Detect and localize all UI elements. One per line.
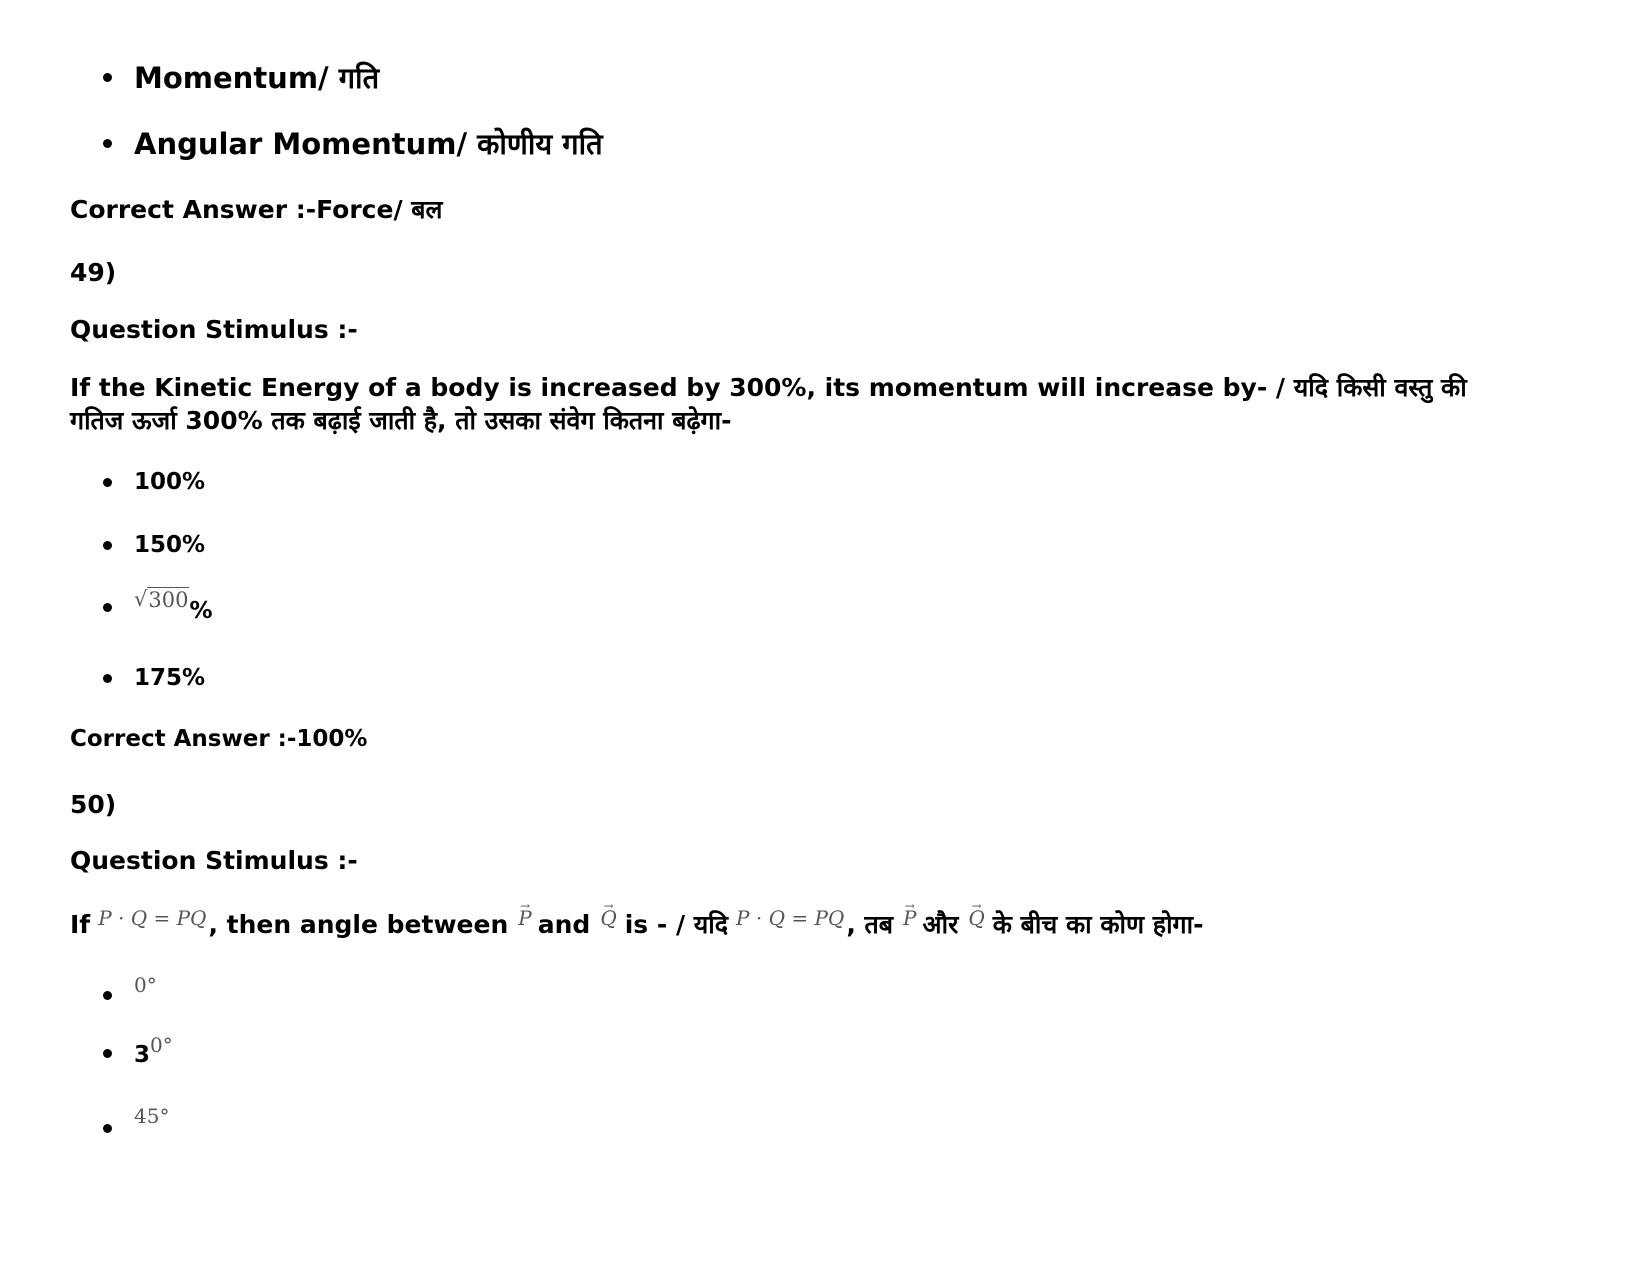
percent-sign: % bbox=[189, 598, 213, 624]
option-150 bbox=[103, 532, 205, 558]
option-100 bbox=[103, 469, 205, 495]
bullet-icon bbox=[103, 1049, 112, 1058]
correct-answer-49: Correct Answer :-100% bbox=[70, 726, 368, 752]
vector-q-hindi: → Q bbox=[968, 893, 984, 943]
question-number-50: 50) bbox=[70, 790, 117, 819]
option-text: 3 bbox=[134, 1042, 151, 1068]
text-is: is - / यदि bbox=[624, 910, 729, 939]
bullet-icon bbox=[103, 478, 112, 487]
text-aur: और bbox=[922, 910, 959, 939]
option-sqrt-300 bbox=[103, 586, 213, 624]
bullet-icon bbox=[103, 73, 112, 82]
option-45-degree bbox=[103, 1104, 169, 1128]
question-stimulus-label-49: Question Stimulus :- bbox=[70, 315, 358, 344]
question-text-50 bbox=[70, 900, 1203, 951]
question-number-49: 49) bbox=[70, 258, 117, 287]
vector-p-hindi: → P bbox=[903, 893, 916, 943]
sqrt-icon: √ bbox=[134, 586, 148, 611]
option-momentum bbox=[103, 58, 379, 97]
text-and: and bbox=[537, 910, 591, 939]
degree-superscript: 0° bbox=[150, 1033, 173, 1057]
vector-p: → P bbox=[518, 893, 531, 943]
option-text: 150% bbox=[134, 532, 206, 558]
vector-q: → Q bbox=[600, 893, 616, 943]
question-stimulus-label-50: Question Stimulus :- bbox=[70, 846, 358, 875]
option-text: Momentum/ गति bbox=[134, 61, 380, 95]
text-tab: , तब bbox=[846, 910, 894, 939]
option-text: Angular Momentum/ कोणीय गति bbox=[134, 127, 603, 161]
bullet-icon bbox=[103, 603, 112, 612]
question-text-49: If the Kinetic Energy of a body is increased by 300%, its momentum will increase by- / यदि किसी वस्तु की गतिज ऊर्जा 300% तक बढ़ाई जाती है, तो उसका संवेग कितना बढ़ेगा- bbox=[70, 373, 1467, 435]
option-175 bbox=[103, 665, 205, 691]
bullet-icon bbox=[103, 674, 112, 683]
option-text: 0° bbox=[134, 973, 157, 997]
option-angular-momentum bbox=[103, 124, 603, 163]
equation-p-dot-q-hindi: P · Q = PQ bbox=[736, 906, 845, 930]
text-angle-end: के बीच का कोण होगा- bbox=[992, 910, 1204, 939]
bullet-icon bbox=[103, 541, 112, 550]
option-text: 45° bbox=[134, 1104, 170, 1128]
bullet-icon bbox=[103, 1124, 112, 1133]
option-text: 175% bbox=[134, 665, 206, 691]
text-then-angle: , then angle between bbox=[208, 910, 509, 939]
radicand: 300 bbox=[148, 587, 189, 612]
bullet-icon bbox=[103, 991, 112, 1000]
text-if: If bbox=[70, 910, 91, 939]
option-30-degree bbox=[103, 1033, 173, 1068]
equation-p-dot-q: P · Q = PQ bbox=[98, 906, 207, 930]
bullet-icon bbox=[103, 139, 112, 148]
sqrt-expression bbox=[134, 587, 189, 612]
option-text: 100% bbox=[134, 469, 206, 495]
option-0-degree bbox=[103, 973, 157, 997]
correct-answer-48: Correct Answer :-Force/ बल bbox=[70, 195, 443, 224]
